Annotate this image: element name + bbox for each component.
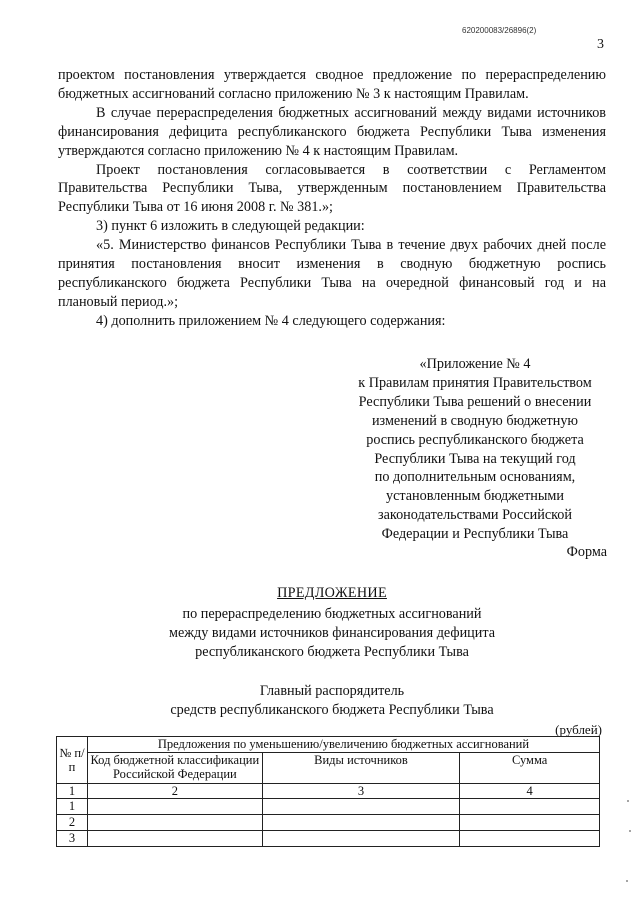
- scan-speck: [626, 880, 628, 882]
- proposal-table: [56, 736, 600, 847]
- form-label: Форма: [566, 544, 607, 560]
- appendix-line: по дополнительным основаниям,: [374, 469, 576, 486]
- administrator-line: Главный распорядитель: [259, 682, 405, 699]
- paragraph-4: 3) пункт 6 изложить в следующей редакции:: [96, 218, 365, 235]
- body-text: [58, 66, 606, 331]
- form-title: ПРЕДЛОЖЕНИЕ: [277, 585, 387, 601]
- page-number: 3: [597, 37, 604, 52]
- appendix-line: установленным бюджетными: [385, 488, 564, 505]
- paragraph-5: «5. Министерство финансов Республики Тыва в течение двух рабочих дней после принятия постановления вносит изменения в сводную бюджетную роспись республиканского бюджета Республики Тыва на очередной финансовый год и на плановый период.»;: [58, 237, 606, 310]
- appendix-line: Федерации и Республики Тыва: [381, 526, 569, 543]
- appendix-line: «Приложение № 4: [419, 356, 531, 372]
- cell-sum: [460, 799, 600, 815]
- cell-code: [87, 799, 262, 815]
- row-number: 3: [57, 831, 88, 847]
- table-row: [57, 799, 600, 815]
- row-number: 2: [57, 815, 88, 831]
- cell-kind: [262, 831, 460, 847]
- header-group: Предложения по уменьшению/увеличению бюджетных ассигнований: [87, 737, 599, 753]
- cell-code: [87, 831, 262, 847]
- appendix-line: изменений в сводную бюджетную: [371, 412, 579, 429]
- units-label: (рублей): [555, 722, 602, 737]
- header-number-col: № п/п: [57, 737, 88, 784]
- form-subtitle-line: республиканского бюджета Республики Тыва: [195, 643, 469, 660]
- administrator-line: средств республиканского бюджета Республики Тыва: [170, 701, 494, 718]
- paragraph-1: проектом постановления утверждается сводное предложение по перераспределению бюджетных ассигнований согласно приложению № 3 к настоящим Правилам.: [58, 67, 606, 102]
- scan-speck: [627, 800, 629, 802]
- cell-kind: [262, 815, 460, 831]
- paragraph-3: Проект постановления согласовывается в соответствии с Регламентом Правительства Республики Тыва, утвержденным постановлением Правительства Республики Тыва от 16 июня 2008 г. № 381.»;: [58, 161, 606, 216]
- form-title-block: [58, 584, 606, 719]
- paragraph-2: В случае перераспределения бюджетных ассигнований между видами источников финансирования дефицита республиканского бюджета Республики Тыва изменения утверждаются согласно приложению № 4 к настоящим Правилам.: [58, 104, 606, 159]
- form-subtitle-line: между видами источников финансирования дефицита: [168, 624, 496, 641]
- document-id: 620200083/26896(2): [462, 26, 537, 35]
- row-number: 1: [57, 799, 88, 815]
- table-row: [57, 815, 600, 831]
- appendix-line: роспись республиканского бюджета: [366, 431, 584, 448]
- cell-code: [87, 815, 262, 831]
- appendix-line: к Правилам принятия Правительством: [358, 374, 592, 391]
- table-row: [57, 831, 600, 847]
- appendix-header: [330, 355, 620, 544]
- scan-speck: [629, 830, 631, 832]
- header-kinds-col: Виды источников: [262, 753, 460, 784]
- column-number: 3: [262, 784, 460, 799]
- cell-kind: [262, 799, 460, 815]
- column-number: 4: [460, 784, 600, 799]
- cell-sum: [460, 831, 600, 847]
- column-numbering-row: [57, 784, 600, 799]
- form-subtitle-line: по перераспределению бюджетных ассигнований: [182, 605, 482, 622]
- cell-sum: [460, 815, 600, 831]
- paragraph-6: 4) дополнить приложением № 4 следующего содержания:: [96, 312, 446, 329]
- appendix-line: Республики Тыва решений о внесении: [358, 393, 592, 410]
- column-number: 2: [87, 784, 262, 799]
- appendix-line: законодательствами Российской: [378, 507, 572, 524]
- appendix-line: Республики Тыва на текущий год: [374, 450, 576, 467]
- column-number: 1: [57, 784, 88, 799]
- header-sum-col: Сумма: [460, 753, 600, 784]
- header-code-col: Код бюджетной классификации Российской Федерации: [87, 753, 262, 784]
